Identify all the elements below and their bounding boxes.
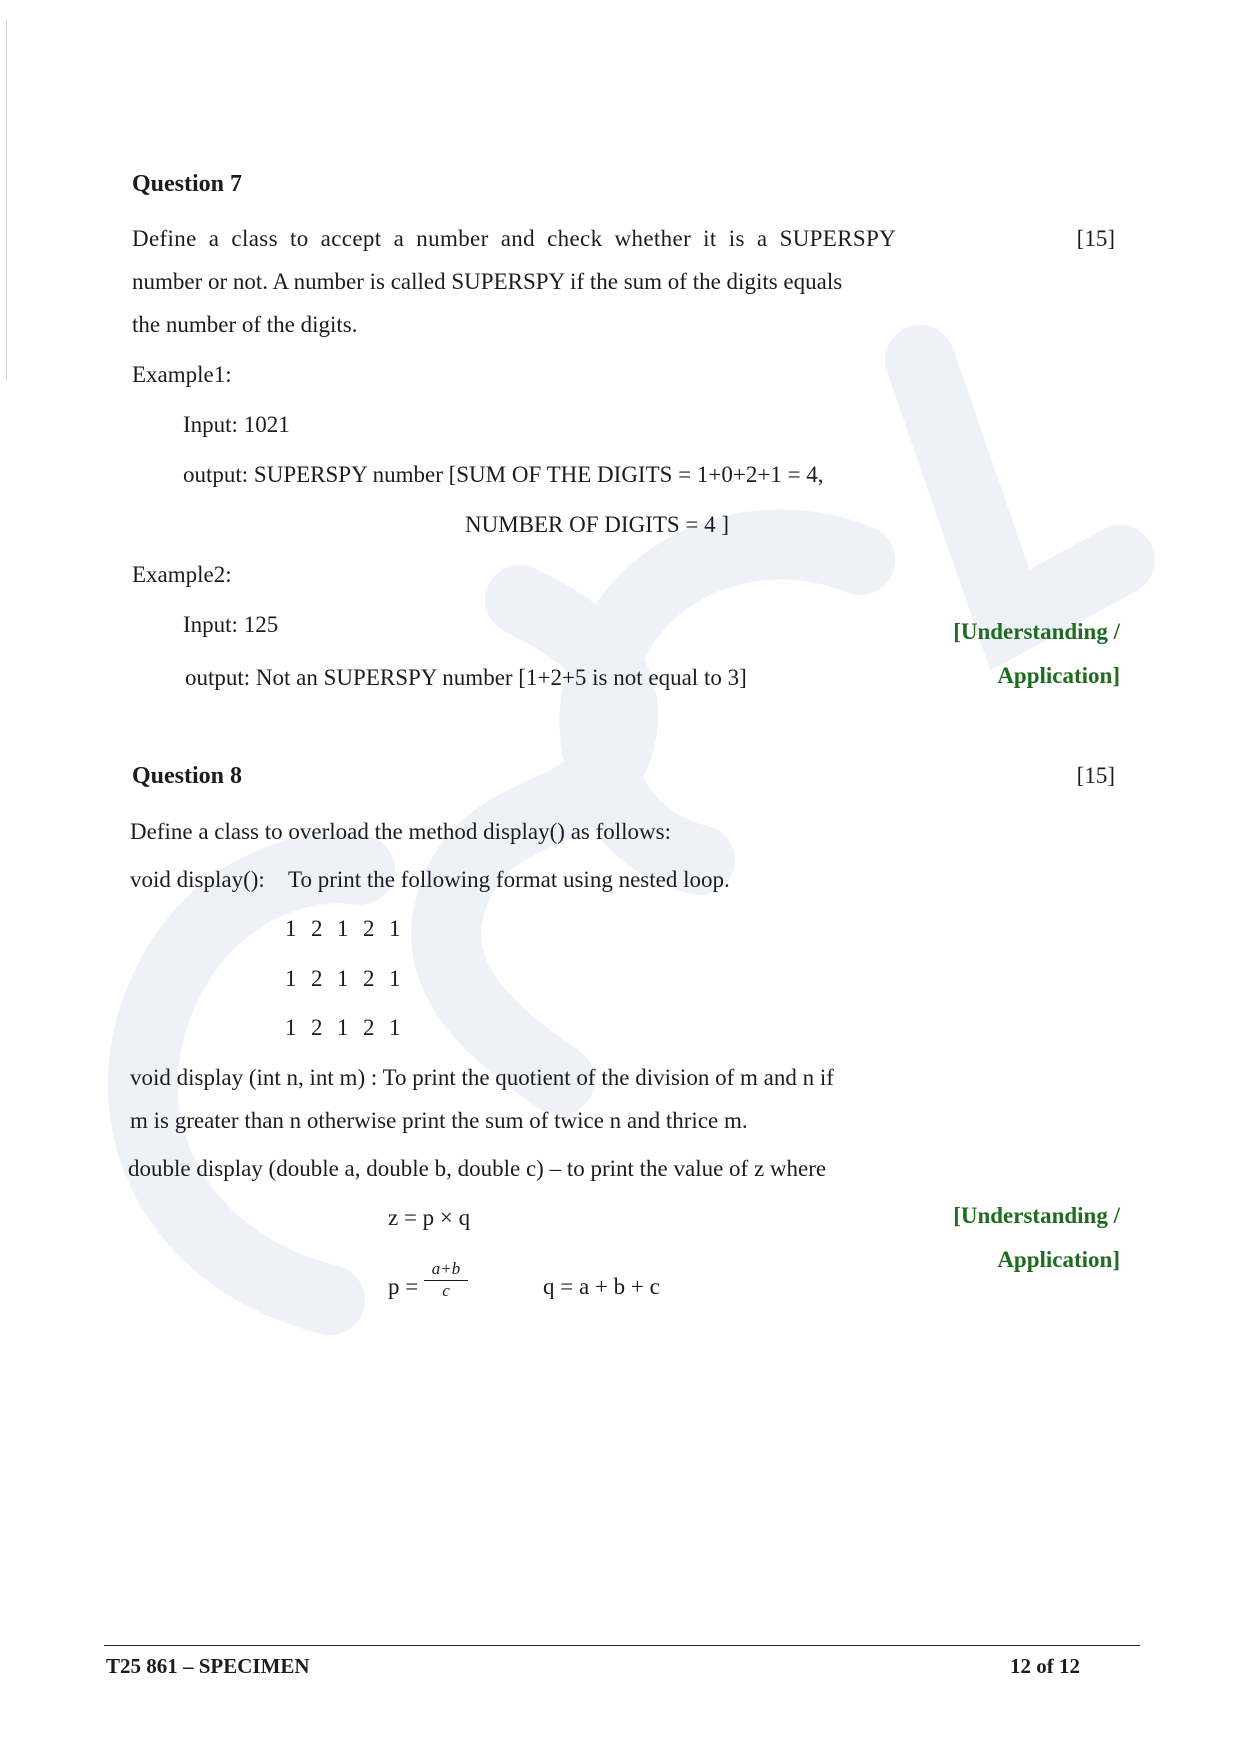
q8-display2-line-2: m is greater than n otherwise print the sum of twice n and thrice m. xyxy=(130,1108,748,1133)
formula-p-lhs: p = xyxy=(388,1274,419,1299)
q8-display1-desc: To print the following format using nested loop. xyxy=(288,867,730,892)
pattern-row-3: 1 2 1 2 1 xyxy=(285,1015,401,1040)
q7-marks: [15] xyxy=(1076,226,1115,251)
q8-tag-line-1: [Understanding / xyxy=(953,1203,1120,1228)
q7-example2-label: Example2: xyxy=(132,562,232,587)
q8-intro: Define a class to overload the method display() as follows: xyxy=(130,819,671,844)
q7-heading: Question 7 xyxy=(132,171,243,197)
left-margin-rule xyxy=(6,20,7,380)
q8-display1-signature: void display(): xyxy=(130,867,265,892)
q8-heading: Question 8 xyxy=(132,763,243,789)
q7-tag-line-2: Application] xyxy=(997,663,1120,688)
q7-example1-output: output: SUPERSPY number [SUM OF THE DIGITS = 1+0+2+1 = 4, xyxy=(183,462,824,487)
q7-example1-output-cont: NUMBER OF DIGITS = 4 ] xyxy=(465,512,730,537)
q7-tag-line-1: [Understanding / xyxy=(953,619,1120,644)
formula-p-numerator: a+b xyxy=(431,1259,461,1278)
footer-code: T25 861 – SPECIMEN xyxy=(106,1654,310,1678)
footer-page-number: 12 of 12 xyxy=(1010,1654,1080,1678)
q8-display3-line: double display (double a, double b, double c) – to print the value of z where xyxy=(128,1156,827,1181)
q7-example1-input: Input: 1021 xyxy=(183,412,290,437)
q8-display2-line-1: void display (int n, int m) : To print the quotient of the division of m and n if xyxy=(130,1065,834,1090)
pattern-row-2: 1 2 1 2 1 xyxy=(285,966,401,991)
pattern-row-1: 1 2 1 2 1 xyxy=(285,916,401,941)
q7-example2-input: Input: 125 xyxy=(183,612,279,637)
footer-rule xyxy=(104,1645,1140,1646)
q7-example2-output: output: Not an SUPERSPY number [1+2+5 is not equal to 3] xyxy=(185,665,747,690)
q8-marks: [15] xyxy=(1076,763,1115,788)
formula-p-fraction xyxy=(424,1260,468,1300)
formula-z: z = p × q xyxy=(388,1205,471,1230)
formula-q: q = a + b + c xyxy=(543,1274,660,1299)
q7-body-line-1: Define a class to accept a number and check whether it is a SUPERSPY xyxy=(132,226,897,251)
q7-example1-label: Example1: xyxy=(132,362,232,387)
q7-body-line-3: the number of the digits. xyxy=(132,312,358,337)
q7-body-line-2: number or not. A number is called SUPERSPY if the sum of the digits equals xyxy=(132,269,843,294)
q8-tag-line-2: Application] xyxy=(997,1247,1120,1272)
formula-p-denominator: c xyxy=(442,1280,450,1300)
